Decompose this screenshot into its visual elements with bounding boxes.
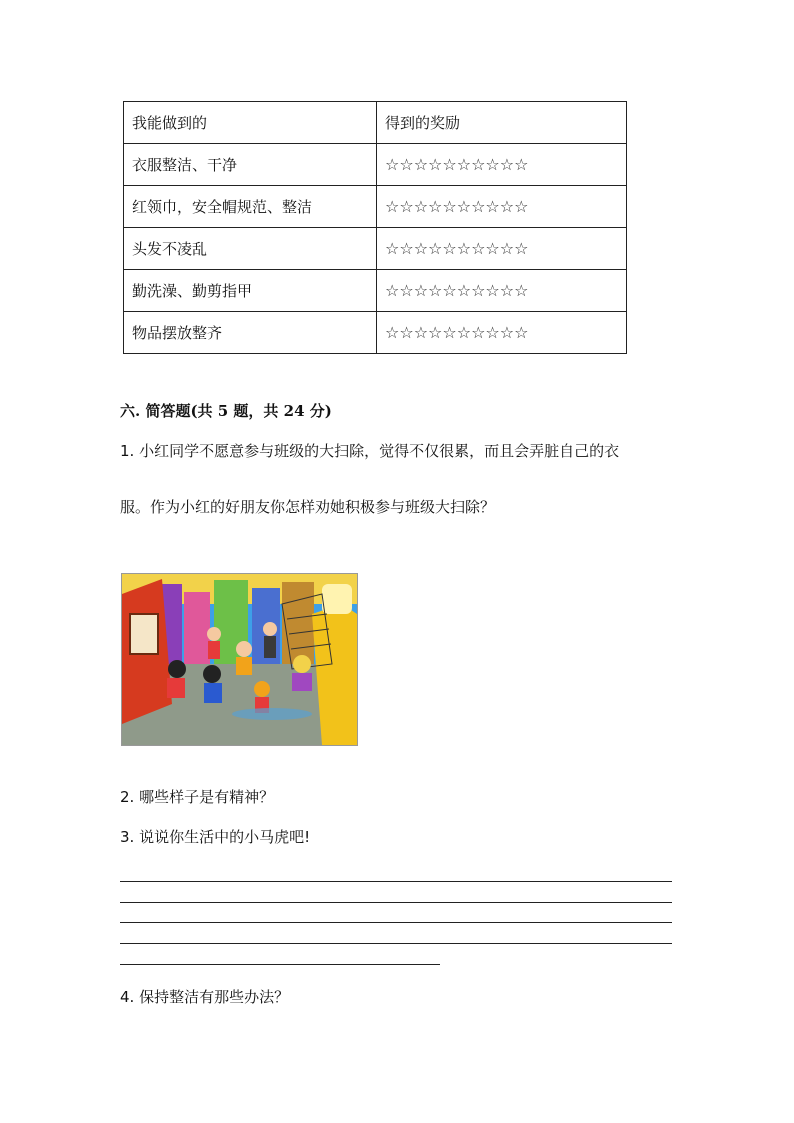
answer-line — [120, 922, 672, 923]
rewards-table — [123, 101, 627, 354]
row-stars: ☆☆☆☆☆☆☆☆☆☆ — [377, 270, 627, 312]
question-2: 2. 哪些样子是有精神？ — [120, 788, 275, 806]
table-row — [124, 270, 627, 312]
table-row — [124, 186, 627, 228]
answer-line — [120, 881, 672, 882]
question-4: 4. 保持整洁有那些办法？ — [120, 988, 290, 1006]
table-row — [124, 144, 627, 186]
table-row — [124, 228, 627, 270]
cartoon-scene-image — [122, 574, 357, 745]
answer-line — [120, 964, 440, 965]
row-item: 衣服整洁、干净 — [124, 144, 377, 186]
answer-line — [120, 902, 672, 903]
row-stars: ☆☆☆☆☆☆☆☆☆☆ — [377, 312, 627, 354]
table-row — [124, 312, 627, 354]
question-1-line-1: 1. 小红同学不愿意参与班级的大扫除，觉得不仅很累，而且会弄脏自己的衣 — [120, 442, 620, 460]
header-cell-reward: 得到的奖励 — [377, 102, 627, 144]
row-stars: ☆☆☆☆☆☆☆☆☆☆ — [377, 228, 627, 270]
header-cell-can-do: 我能做到的 — [124, 102, 377, 144]
question-1-line-2: 服。作为小红的好朋友你怎样劝她积极参与班级大扫除？ — [120, 498, 496, 516]
row-item: 物品摆放整齐 — [124, 312, 377, 354]
table-header-row — [124, 102, 627, 144]
row-stars: ☆☆☆☆☆☆☆☆☆☆ — [377, 144, 627, 186]
section-title: 六. 简答题(共 5 题，共 24 分) — [120, 402, 332, 420]
row-item: 头发不凌乱 — [124, 228, 377, 270]
answer-line — [120, 943, 672, 944]
row-item: 勤洗澡、勤剪指甲 — [124, 270, 377, 312]
cleaning-illustration — [121, 573, 358, 746]
row-stars: ☆☆☆☆☆☆☆☆☆☆ — [377, 186, 627, 228]
question-3: 3. 说说你生活中的小马虎吧! — [120, 828, 311, 846]
row-item: 红领巾，安全帽规范、整洁 — [124, 186, 377, 228]
